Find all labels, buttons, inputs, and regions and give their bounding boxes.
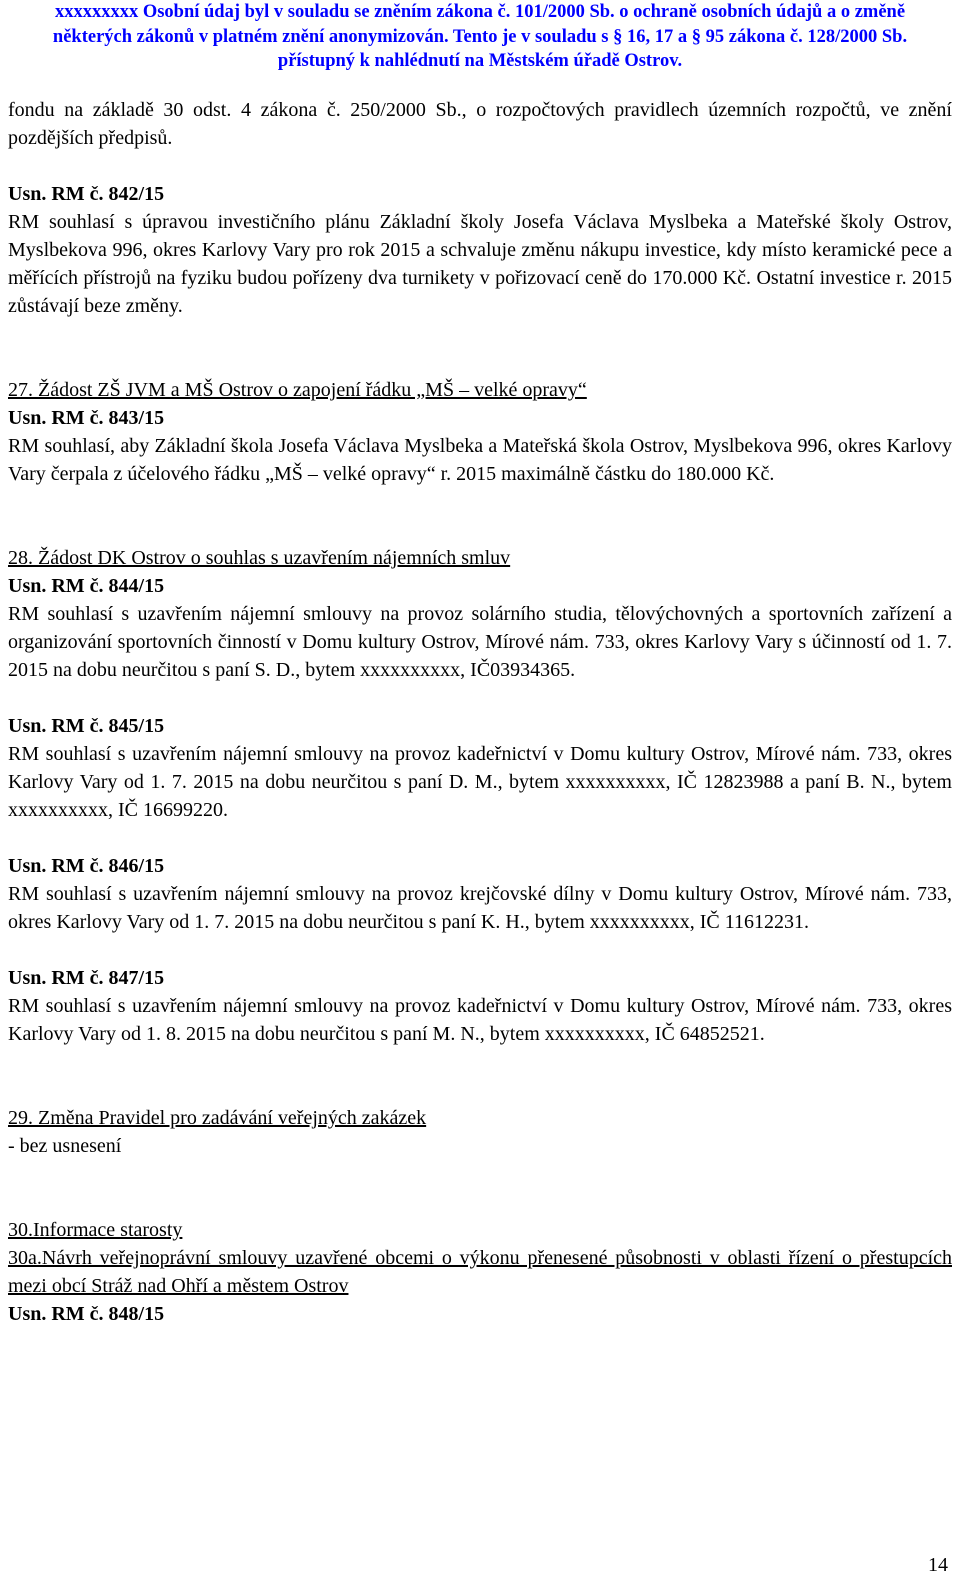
agenda-item-28: 28. Žádost DK Ostrov o souhlas s uzavřením nájemních smluv [8,547,511,569]
resolution-846-text: RM souhlasí s uzavřením nájemní smlouvy na provoz krejčovské dílny v Domu kultury Ostrov, Mírové nám. 733, okres Karlovy Vary od 1. 7. 2015 na dobu neurčitou s paní K. H., bytem xxxxxxxxxx, IČ 11612231. [8,883,952,933]
anonymization-notice [0,0,960,74]
resolution-842-title: Usn. RM č. 842/15 [8,183,165,205]
notice-line-3: přístupný k nahlédnutí na Městském úřadě Ostrov. [277,51,683,71]
agenda-item-30: 30.Informace starosty [8,1219,183,1241]
resolution-843-text: RM souhlasí, aby Základní škola Josefa Václava Myslbeka a Mateřská škola Ostrov, Myslbekova 996, okres Karlovy Vary čerpala z účelového řádku „MŠ – velké opravy“ r. 2015 maximálně částku do 180.000 Kč. [8,435,952,485]
notice-line-1: xxxxxxxxx Osobní údaj byl v souladu se zněním zákona č. 101/2000 Sb. o ochraně osobních údajů a o změně [54,2,906,22]
resolution-844-text: RM souhlasí s uzavřením nájemní smlouvy na provoz solárního studia, tělovýchovných a sportovních zařízení a organizování sportovních činností v Domu kultury Ostrov, Mírové nám. 733, okres Karlovy Vary s účinností od 1. 7. 2015 na dobu neurčitou s paní S. D., bytem xxxxxxxxxx, IČ03934365. [8,603,952,681]
resolution-847-text: RM souhlasí s uzavřením nájemní smlouvy na provoz kadeřnictví v Domu kultury Ostrov, Mírové nám. 733, okres Karlovy Vary od 1. 8. 2015 na dobu neurčitou s paní M. N., bytem xxxxxxxxxx, IČ 64852521. [8,995,952,1045]
resolution-848-title: Usn. RM č. 848/15 [8,1303,165,1325]
resolution-842-text: RM souhlasí s úpravou investičního plánu Základní školy Josefa Václava Myslbeka a Mateřské školy Ostrov, Myslbekova 996, okres Karlovy Vary pro rok 2015 a schvaluje změnu nákupu investice, kdy místo keramické pece a měřících přístrojů na fyziku budou pořízeny dva turnikety v pořizovací ceně do 170.000 Kč. Ostatní investice r. 2015 zůstávají beze změny. [8,211,952,317]
resolution-846-title: Usn. RM č. 846/15 [8,855,165,877]
agenda-item-29: 29. Změna Pravidel pro zadávání veřejných zakázek [8,1107,427,1129]
agenda-item-29-note: - bez usnesení [8,1135,122,1157]
agenda-item-30a: 30a.Návrh veřejnoprávní smlouvy uzavřené obcemi o výkonu přenesené působnosti v oblasti řízení o přestupcích mezi obcí Stráž nad Ohří a městem Ostrov [8,1247,952,1297]
agenda-item-27: 27. Žádost ZŠ JVM a MŠ Ostrov o zapojení řádku „MŠ – velké opravy“ [8,379,587,401]
document-body [8,96,952,1328]
resolution-844-title: Usn. RM č. 844/15 [8,575,165,597]
intro-paragraph: fondu na základě 30 odst. 4 zákona č. 250/2000 Sb., o rozpočtových pravidlech územních rozpočtů, ve znění pozdějších předpisů. [8,99,952,149]
resolution-847-title: Usn. RM č. 847/15 [8,967,165,989]
resolution-845-title: Usn. RM č. 845/15 [8,715,165,737]
resolution-845-text: RM souhlasí s uzavřením nájemní smlouvy na provoz kadeřnictví v Domu kultury Ostrov, Mírové nám. 733, okres Karlovy Vary od 1. 7. 2015 na dobu neurčitou s paní D. M., bytem xxxxxxxxxx, IČ 12823988 a paní B. N., bytem xxxxxxxxxx, IČ 16699220. [8,743,952,821]
resolution-843-title: Usn. RM č. 843/15 [8,407,165,429]
notice-line-2: některých zákonů v platném znění anonymizován. Tento je v souladu s § 16, 17 a § 95 zákona č. 128/2000 Sb. [52,26,908,47]
page-number: 14 [928,1554,948,1576]
